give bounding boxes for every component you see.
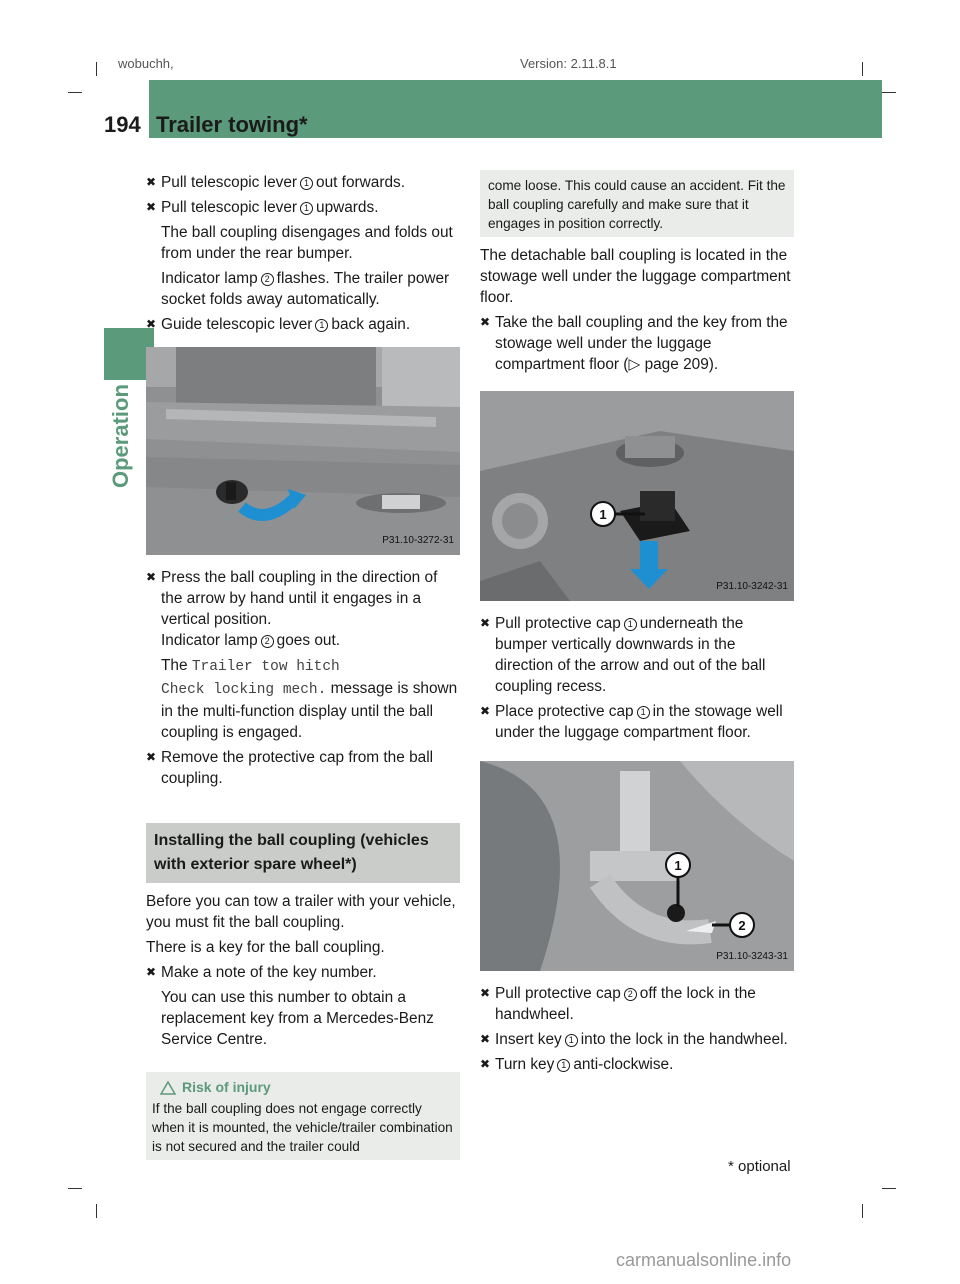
- right-column: [480, 172, 794, 1079]
- callout-label: 1: [674, 858, 682, 873]
- step-arrow-icon: ✖: [480, 616, 491, 630]
- callout-number: 2: [624, 988, 637, 1001]
- callout-label: 2: [738, 918, 746, 933]
- crop-mark: [882, 92, 896, 93]
- step-arrow-icon: ✖: [146, 570, 157, 584]
- callout-number: 1: [300, 177, 313, 190]
- step-result: You can use this number to obtain a replacement key from a Mercedes-Benz Service Centre.: [161, 989, 434, 1048]
- step-arrow-icon: ✖: [480, 1057, 491, 1071]
- step-arrow-icon: ✖: [480, 1032, 491, 1046]
- paragraph: Before you can tow a trailer with your vehicle, you must fit the ball coupling.: [146, 893, 456, 931]
- footer-note: * optional: [728, 1158, 791, 1175]
- photo-caption: P31.10-3243-31: [716, 951, 788, 962]
- photo-caption: P31.10-3272-31: [382, 535, 454, 546]
- instruction-step: ✖ Make a note of the key number.: [146, 964, 377, 981]
- crop-mark: [68, 1188, 82, 1189]
- photo-rear-bumper: [146, 347, 460, 555]
- display-message: Trailer tow hitch: [191, 659, 340, 675]
- callout-number: 1: [565, 1034, 578, 1047]
- step-arrow-icon: ✖: [146, 750, 157, 764]
- instruction-step: ✖ Pull protective cap 1 underneath the bumper vertically downwards in the direction of the arrow and out of the ball coupling recess.: [480, 615, 766, 695]
- callout-number: 1: [300, 202, 313, 215]
- left-column: [146, 172, 460, 1160]
- photo-stowage-well: [480, 391, 794, 601]
- photo-handwheel: [480, 761, 794, 971]
- step-result: The ball coupling disengages and folds out from under the rear bumper.: [161, 224, 453, 262]
- instruction-step: ✖ Pull protective cap 2 off the lock in the handwheel.: [480, 985, 756, 1023]
- paragraph: The detachable ball coupling is located in the stowage well under the luggage compartment floor.: [480, 247, 791, 306]
- callout-number: 1: [624, 618, 637, 631]
- crop-mark: [882, 1188, 896, 1189]
- display-message: Check locking mech.: [161, 682, 327, 698]
- instruction-step: ✖ Guide telescopic lever 1 back again.: [146, 316, 411, 333]
- warning-icon: [160, 1081, 176, 1095]
- crop-mark: [862, 1204, 863, 1218]
- callout-number: 1: [315, 319, 328, 332]
- instruction-step: ✖ Press the ball coupling in the direction of the arrow by hand until it engages in a vertical position. Indicator lamp 2 goes out.: [146, 569, 438, 649]
- step-arrow-icon: ✖: [146, 965, 157, 979]
- step-result: The Trailer tow hitch Check locking mech. message is shown in the multi-function display until the ball coupling is engaged.: [161, 657, 458, 741]
- instruction-step: ✖ Pull telescopic lever 1 out forwards.: [146, 174, 405, 191]
- crop-mark: [862, 62, 863, 76]
- step-arrow-icon: ✖: [480, 315, 491, 329]
- watermark[interactable]: carmanualsonline.info: [616, 1250, 792, 1270]
- printline-left: wobuchh,: [118, 56, 174, 71]
- handwheel-illustration: [480, 761, 794, 971]
- printline-right: Version: 2.11.8.1: [520, 56, 617, 71]
- callout-number: 1: [637, 706, 650, 719]
- instruction-step: ✖ Place protective cap 1 in the stowage well under the luggage compartment floor.: [480, 703, 783, 741]
- step-arrow-icon: ✖: [146, 200, 157, 214]
- crop-mark: [96, 1204, 97, 1218]
- stowage-well-illustration: [480, 391, 794, 601]
- warning-box: [146, 1072, 460, 1160]
- instruction-step: ✖ Remove the protective cap from the ball coupling.: [146, 749, 434, 787]
- instruction-step: ✖ Turn key 1 anti-clockwise.: [480, 1056, 674, 1073]
- callout-number: 1: [557, 1059, 570, 1072]
- page-ref-icon: ▷: [628, 356, 641, 373]
- header-separator: [146, 80, 149, 138]
- warning-text: If the ball coupling does not engage correctly when it is mounted, the vehicle/trailer combination is not secured and the trailer could: [152, 1101, 453, 1154]
- paragraph: There is a key for the ball coupling.: [146, 939, 385, 956]
- crop-mark: [68, 92, 82, 93]
- instruction-step: ✖ Take the ball coupling and the key from the stowage well under the luggage compartment floor (▷ page 209).: [480, 314, 788, 373]
- page-number: 194: [104, 112, 141, 137]
- step-arrow-icon: ✖: [146, 175, 157, 189]
- warning-continuation: come loose. This could cause an accident. Fit the ball coupling carefully and make sure that it engages in position correctly.: [480, 170, 794, 237]
- step-arrow-icon: ✖: [480, 704, 491, 718]
- step-result: Indicator lamp 2 flashes. The trailer power socket folds away automatically.: [161, 270, 450, 308]
- callout-number: 2: [261, 635, 274, 648]
- instruction-step: ✖ Insert key 1 into the lock in the handwheel.: [480, 1031, 788, 1048]
- photo-caption: P31.10-3242-31: [716, 581, 788, 592]
- step-arrow-icon: ✖: [146, 317, 157, 331]
- rear-bumper-illustration: [146, 347, 460, 555]
- step-arrow-icon: ✖: [480, 986, 491, 1000]
- crop-mark: [96, 62, 97, 76]
- callout-label: 1: [599, 507, 607, 522]
- warning-heading: Risk of injury: [152, 1078, 454, 1097]
- page-title: Trailer towing*: [156, 112, 308, 137]
- section-heading: Installing the ball coupling (vehicles with exterior spare wheel*): [146, 823, 460, 883]
- callout-number: 2: [261, 273, 274, 286]
- instruction-step: ✖ Pull telescopic lever 1 upwards.: [146, 199, 379, 216]
- section-tab-label: Operation: [108, 384, 133, 488]
